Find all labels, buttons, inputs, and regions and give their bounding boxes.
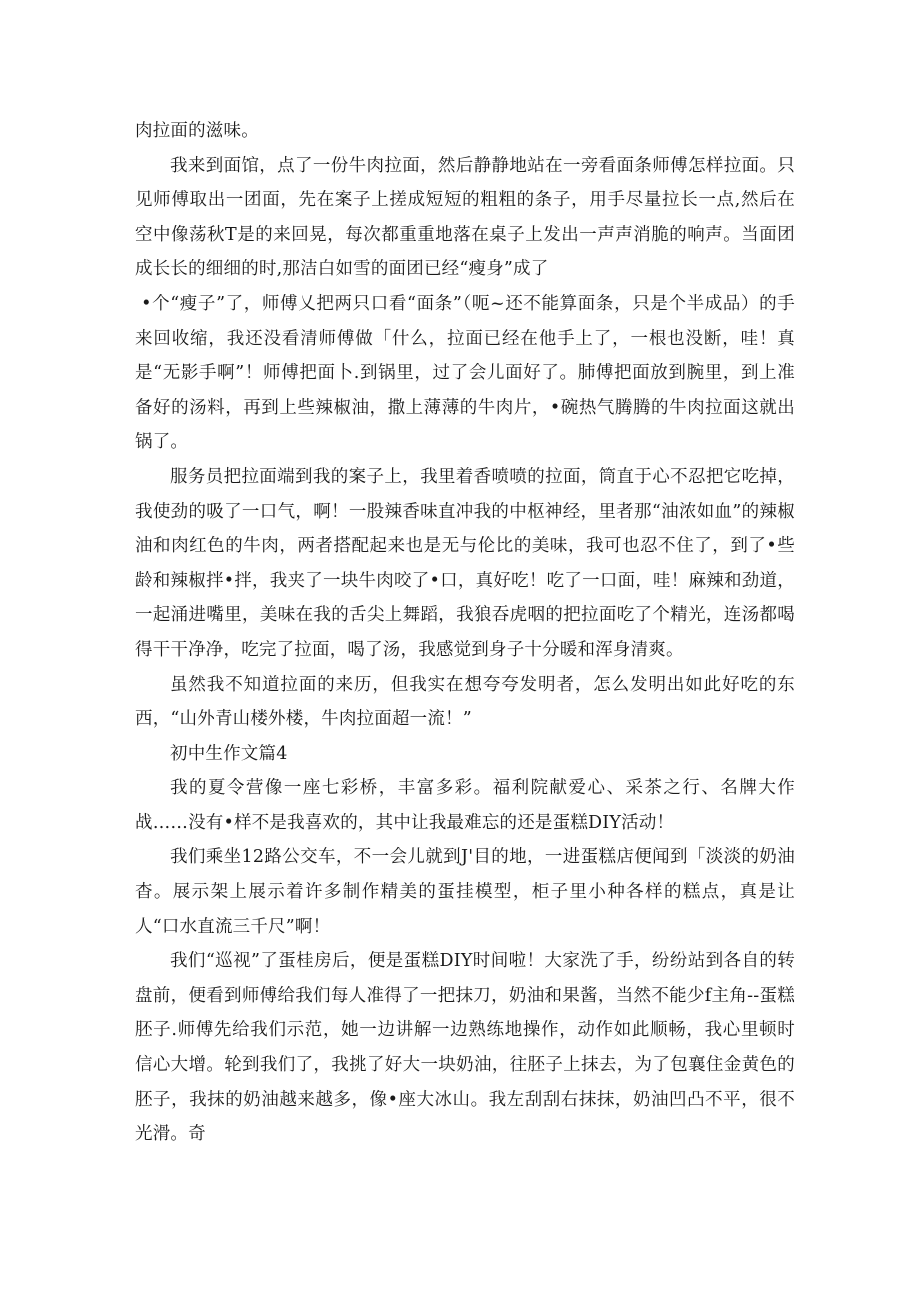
essay-body (135, 114, 795, 1152)
paragraph-eating: 服务员把拉面端到我的案子上，我里着香喷喷的拉面，筒直于心不忍把它吃掉，我使劲的吸了一口气，啊！一股辣香味直冲我的中枢神经，里者那“油浓如血”的辣椒油和肉红色的牛肉，两者搭配起来也是无与伦比的美味，我可也忍不住了，到了•些龄和辣椒拌•拌，我夹了一块牛肉咬了•口，真好吃！吃了一口面，哇！麻辣和劲道，一起涌进嘴里，美味在我的舌尖上舞蹈，我狼吞虎咽的把拉面吃了个精光，连汤都喝得干干净净，吃完了拉面，喝了汤，我感觉到身子十分暖和浑身清爽。 (135, 466, 795, 660)
paragraph-summer-camp: 我的夏令营像一座七彩桥，丰富多彩。福利院献爱心、采茶之行、名牌大作战……没有•样不是我喜欢的，其中让我最难忘的还是蛋糕DIY活动！ (135, 778, 795, 833)
paragraph-conclusion: 虽然我不知道拉面的来历，但我实在想夸夸发明者，怎么发明出如此好吃的东西，“山外青山楼外楼，牛肉拉面超一流！” (135, 674, 795, 730)
paragraph-noodle-shop: 我来到面馆，点了一份牛肉拉面，然后静静地站在一旁看面条师傅怎样拉面。只见师傅取出一团面，先在案子上搓成短短的粗粗的条子，用手尽量拉长一点,然后在空中像荡秋T是的来回晃，每次都重重地落在桌子上发出一声声消脆的响声。当面团成长长的细细的时,那洁白如雪的面团已经“瘦身”成了 (135, 155, 795, 280)
paragraph-cake-diy: 我们“巡视”了蛋桂房后，便是蛋糕DIY时间啦！大家洗了手，纷纷站到各自的转盘前，便看到师傅给我们每人准得了一把抹刀，奶油和果酱，当然不能少f主角--蛋糕胚子.师傅先给我们示范，她一边讲解一边熟练地操作，动作如此顺畅，我心里顿时信心大增。轮到我们了，我挑了好大一块奶油，往胚子上抹去，为了包襄住金黄色的胚子，我抹的奶油越来越多，像•座大冰山。我左刮刮右抹抹，奶油凹凸不平，很不光滑。奇 (135, 951, 795, 1145)
paragraph-continuation: 肉拉面的滋味。 (135, 121, 259, 141)
paragraph-cake-shop: 我们乘坐12路公交车，不一会儿就到J'目的地，一进蛋糕店便闻到「淡淡的奶油杳。展示架上展示着许多制作精美的蛋挂模型，柜子里小种各样的糕点，真是让人“口水直流三千尺”啊！ (135, 847, 795, 937)
essay-heading: 初中生作文篇4 (170, 743, 288, 764)
paragraph-noodle-pulling: •个“瘦子”了，师傅乂把两只口看“面条”（呃~还不能算面条，只是个半成品）的手来回收缩，我还没看清师傅做「什么，拉面已经在他手上了，一根也没断，哇！真是“无影手啊”！师傅把面卜.到锅里，过了会儿面好了。肺傅把面放到腕里，到上准备好的汤料，再到上些辣椒油，撒上薄薄的牛肉片，•碗热气腾腾的牛肉拉面这就出锅了。 (135, 293, 795, 453)
